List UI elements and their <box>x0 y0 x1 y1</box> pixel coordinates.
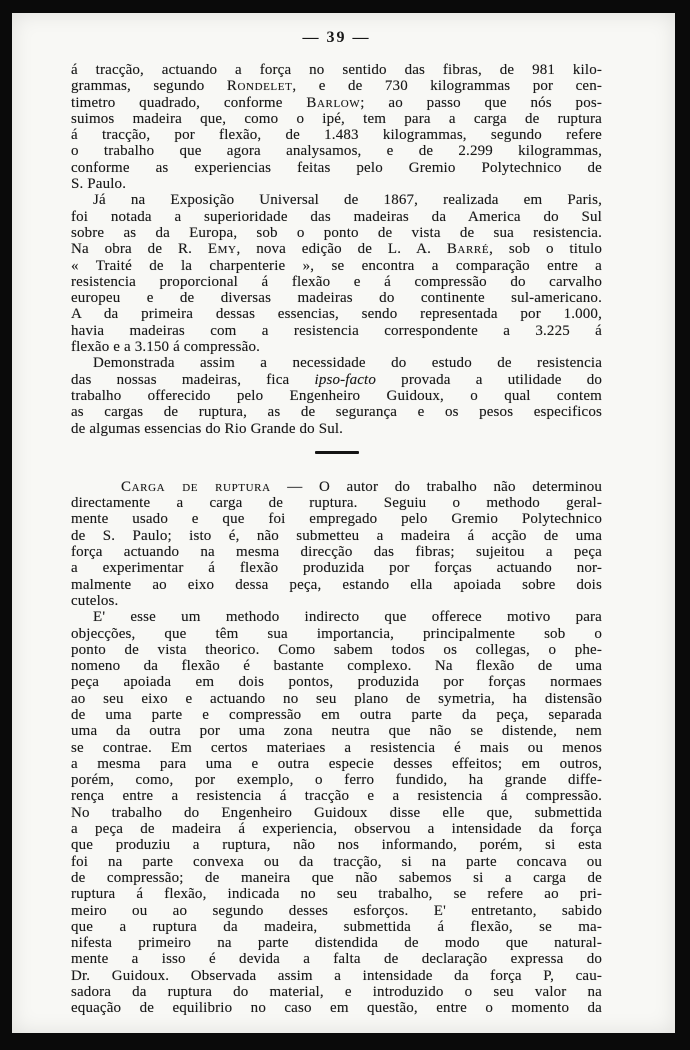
text-line: flexão e a 3.150 á compressão. <box>71 339 261 356</box>
text-line: suimos madeira que, como o ipé, tem para a carga de ruptura <box>71 110 602 127</box>
text-line: peça apoiada em dois pontos, produzida por forças normaes <box>71 674 602 691</box>
text-line: as cargas de ruptura, as de segurança e os pesos especificos <box>71 404 602 421</box>
paragraph <box>71 192 602 355</box>
page-number: — 39 — <box>302 29 371 46</box>
text-line: directamente a carga de ruptura. Seguiu o methodo geral- <box>71 495 602 512</box>
text-line: conforme as experiencias feitas pelo Gremio Polytechnico de <box>71 159 602 176</box>
text-column <box>71 13 602 1017</box>
text-line: foi na parte convexa ou da tracção, si na parte concava ou <box>71 853 602 870</box>
text-line: resistencia proporcional á flexão e á compressão do carvalho <box>71 273 602 290</box>
text-line: uma da outra por uma zona neutra que não se distende, nem <box>71 723 602 740</box>
text-line: trabalho offerecido pelo Engenheiro Guidoux, o qual contem <box>71 387 602 404</box>
small-caps-text: Barré <box>446 241 490 258</box>
text-line: cutelos. <box>71 592 119 609</box>
text-line: de S. Paulo; isto é, não submetteu a madeira á acção de uma <box>71 527 602 544</box>
italic-text: ipso-facto <box>314 371 377 388</box>
text-line: a mesma para uma e outra especie desses effeitos; em outros, <box>71 755 602 772</box>
text-line: de compressão; de maneira que não sabemos si a carga de <box>71 869 602 886</box>
text-line: porém, como, por exemplo, o ferro fundido, ha grande diffe- <box>71 772 602 789</box>
text-line: malmente ao eixo dessa peça, estando ella apoiada sobre dois <box>71 576 602 593</box>
text-line: de algumas essencias do Rio Grande do Sul. <box>71 420 344 437</box>
text-line: Na obra de R. Emy, nova edição de L. A. Barré, sob o titulo <box>71 241 603 258</box>
text-line: A da primeira dessas essencias, sendo representada por 1.000, <box>71 306 602 323</box>
text-line: se contrae. Em certos materiaes a resistencia é mais ou menos <box>71 739 602 756</box>
text-line: ao seu eixo e actuando no seu plano de symetria, ha distensão <box>71 690 602 707</box>
text-line: mente usado e que foi empregado pelo Gremio Polytechnico <box>71 511 602 528</box>
text-line: das nossas madeiras, fica ipso-facto provada a utilidade do <box>71 371 602 388</box>
text-line: de uma parte e compressão em outra parte da peça, separada <box>71 706 602 723</box>
text-line: ponto de vista theorico. Como sabem todos os collegas, o phe- <box>71 641 602 658</box>
text-line: rença entre a resistencia á tracção e a resistencia á compressão. <box>71 788 602 805</box>
text-line: meiro ou ao segundo desses esforços. E' entretanto, sabido <box>71 902 602 919</box>
text-line: europeu e de diversas madeiras do continente sul-americano. <box>71 290 602 307</box>
section-divider <box>315 451 359 454</box>
paragraph <box>71 355 602 436</box>
text-line: foi notada a superioridade das madeiras da America do Sul <box>71 208 602 225</box>
text-line: ruptura á flexão, indicada no seu trabalho, se refere ao pri- <box>71 886 602 903</box>
text-line: nifesta primeiro na parte distendida de modo que natural- <box>71 935 602 952</box>
text-line: Demonstrada assim a necessidade do estudo de resistencia <box>93 355 602 372</box>
text-line: grammas, segundo Rondelet, e de 730 kilogrammas por cen- <box>71 78 602 95</box>
text-line: mente a isso é devida a falta de declaração expressa do <box>71 951 602 968</box>
text-line: « Traité de la charpenterie », se encontra a comparação entre a <box>71 257 602 274</box>
text-line: havia madeiras com a resistencia correspondente a 3.225 á <box>71 322 602 339</box>
text-line: que a ruptura da madeira, submettida á flexão, se ma- <box>71 918 602 935</box>
text-line: á tracção, actuando a força no sentido das fibras, de 981 kilo- <box>71 62 602 78</box>
small-caps-text: Barlow <box>306 94 361 111</box>
text-line: sobre as da Europa, sob o ponto de vista de sua resistencia. <box>71 224 602 241</box>
small-caps-text: Carga de ruptura <box>121 478 271 495</box>
text-line: a experimentar á flexão produzida por forças actuando nor- <box>71 560 602 577</box>
text-line: nomeno da flexão é bastante complexo. Na flexão de uma <box>71 658 602 675</box>
text-line: Dr. Guidoux. Observada assim a intensidade da força P, cau- <box>71 967 602 984</box>
text-line: força actuando na mesma direcção das fibras; sujeitou a peça <box>71 544 602 561</box>
text-line: timetro quadrado, conforme Barlow; ao passo que nós pos- <box>71 94 602 111</box>
text-line: Já na Exposição Universal de 1867, realizada em Paris, <box>93 192 602 209</box>
scanned-page <box>12 13 675 1033</box>
text-line: E' esse um methodo indirecto que offerece motivo para <box>93 609 602 626</box>
text-line: Carga de ruptura — O autor do trabalho não determinou <box>121 478 603 495</box>
text-line: á tracção, por flexão, de 1.483 kilogrammas, segundo refere <box>71 127 602 144</box>
text-line: que produziu a ruptura, não nos informando, porém, si esta <box>71 837 602 854</box>
text-line: objecções, que têm sua importancia, principalmente sob o <box>71 625 602 642</box>
text-line: a peça de madeira á experiencia, observou a intensidade da força <box>71 821 602 838</box>
text-line: sadora da ruptura do material, e introduzido o seu valor na <box>71 984 602 1001</box>
text-line: o trabalho que agora analysamos, e de 2.299 kilogrammas, <box>71 143 602 160</box>
text-line: No trabalho do Engenheiro Guidoux disse elle que, submettida <box>71 804 602 821</box>
text-line: S. Paulo. <box>71 176 127 193</box>
small-caps-text: Rondelet <box>226 78 293 95</box>
text-line: equação de equilibrio no caso em questão, entre o momento da <box>71 1000 602 1017</box>
paragraph <box>71 62 602 192</box>
paragraph <box>71 479 602 609</box>
small-caps-text: Emy <box>207 241 237 258</box>
paragraph <box>71 609 602 1016</box>
